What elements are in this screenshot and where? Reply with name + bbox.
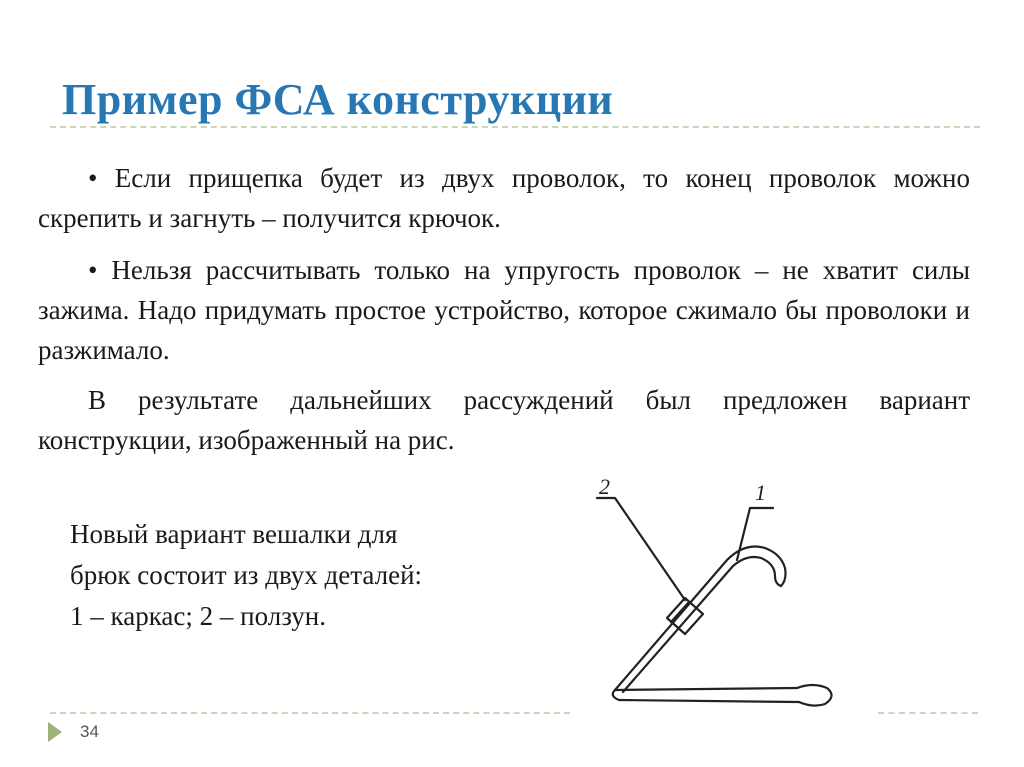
leader-line-2 — [597, 498, 685, 600]
figure-label-1: 1 — [755, 480, 766, 505]
footer-divider-right — [878, 712, 978, 714]
slide-title: Пример ФСА конструкции — [62, 75, 614, 124]
footer-divider-left — [50, 712, 570, 714]
frame-bottom-wire-bottom — [619, 700, 799, 702]
frame-end-loop — [797, 685, 832, 706]
frame-bottom-corner — [613, 690, 619, 700]
frame-bottom-wire-top — [615, 688, 797, 690]
paragraph-3-text: В результате дальнейших рассуждений был предложен вариант конструкции, изображенный на рис. — [38, 385, 970, 455]
caption-line-2: брюк состоит из двух деталей: — [70, 560, 423, 590]
figure-caption — [70, 514, 540, 637]
paragraph-2 — [38, 250, 970, 370]
paragraph-1-text: • Если прищепка будет из двух проволок, то конец проволок можно скрепить и загнуть – получится крючок. — [38, 163, 970, 233]
caption-line-1: Новый вариант вешалки для — [70, 519, 398, 549]
hanger-drawing — [575, 470, 875, 730]
frame-inner-wire — [623, 557, 781, 692]
title-divider — [50, 126, 980, 128]
triangle-right-icon[interactable] — [48, 722, 62, 742]
paragraph-3 — [38, 380, 970, 460]
paragraph-1 — [38, 158, 970, 238]
paragraph-2-text: • Нельзя рассчитывать только на упругость проволок – не хватит силы зажима. Надо придумать простое устройство, которое сжимало бы проволоки и разжимало. — [38, 255, 970, 365]
caption-line-3: 1 – каркас; 2 – ползун. — [70, 601, 326, 631]
page-number: 34 — [80, 722, 99, 741]
figure-label-2: 2 — [599, 474, 610, 499]
leader-line-1 — [737, 508, 773, 560]
slider-body — [667, 598, 703, 634]
